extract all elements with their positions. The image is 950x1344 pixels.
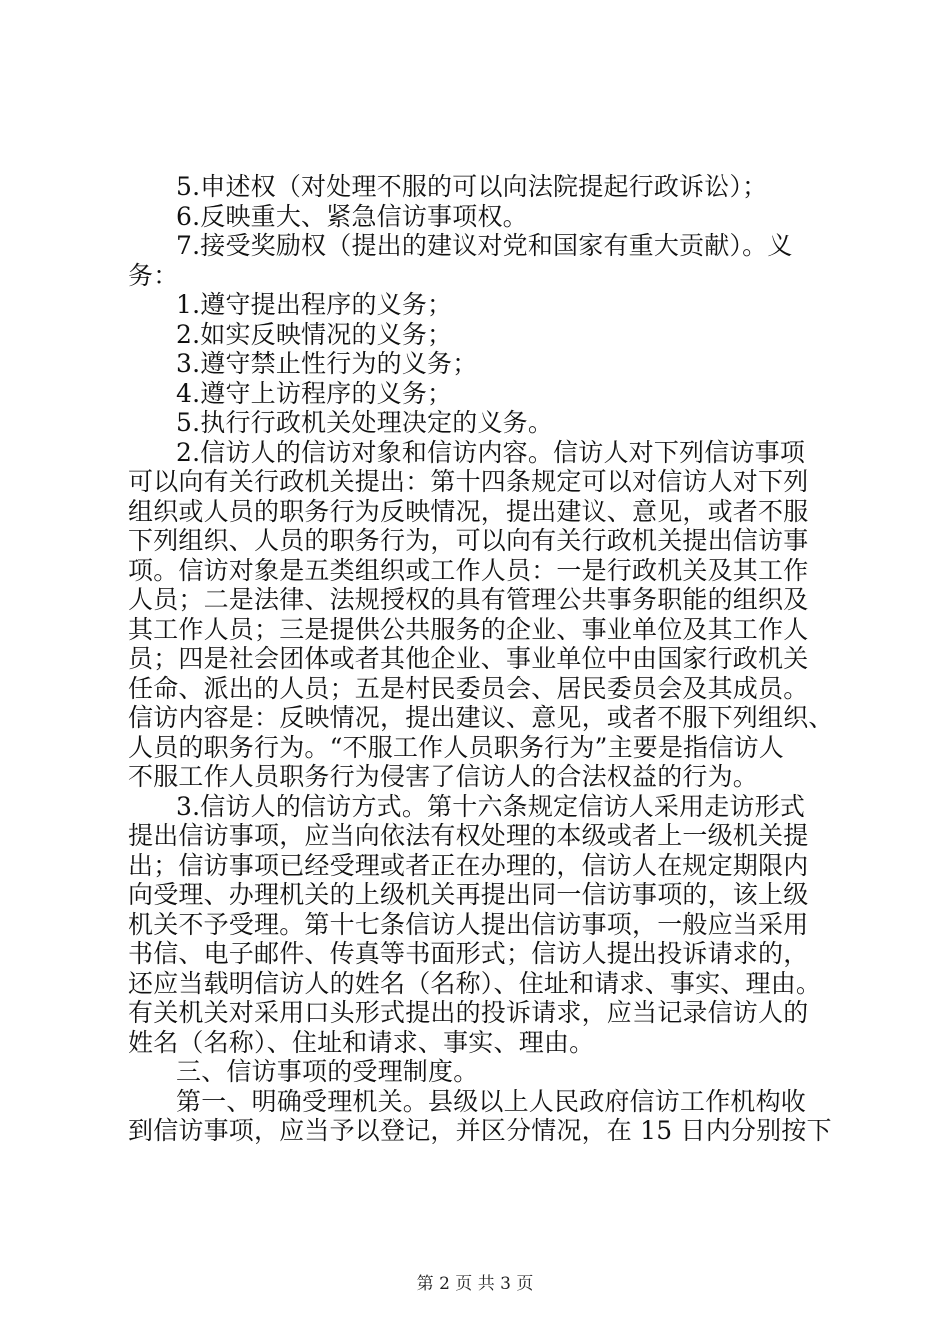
text-line: 第一、明确受理机关。县级以上人民政府信访工作机构收 <box>176 1086 807 1116</box>
page-number-footer: 第 2 页 共 3 页 <box>416 1274 534 1294</box>
text-line: 任命、派出的人员；五是村民委员会、居民委员会及其成员。 <box>128 673 809 703</box>
text-line: 不服工作人员职务行为侵害了信访人的合法权益的行为。 <box>128 762 759 791</box>
text-line: 可以向有关行政机关提出：第十四条规定可以对信访人对下列 <box>128 467 809 496</box>
text-line: 3.遵守禁止性行为的义务； <box>176 349 478 378</box>
text-line: 机关不予受理。第十七条信访人提出信访事项，一般应当采用 <box>128 909 809 939</box>
text-line: 1.遵守提出程序的义务； <box>176 290 453 319</box>
text-line: 组织或人员的职务行为反映情况，提出建议、意见，或者不服 <box>128 496 809 526</box>
text-line: 有关机关对采用口头形式提出的投诉请求，应当记录信访人的 <box>128 998 809 1027</box>
text-line: 4.遵守上访程序的义务； <box>176 378 453 408</box>
text-line: 5.申述权（对处理不服的可以向法院提起行政诉讼）； <box>176 172 768 201</box>
document-body <box>128 172 834 1146</box>
text-line: 项。信访对象是五类组织或工作人员：一是行政机关及其工作 <box>128 555 809 585</box>
text-line: 姓名（名称）、住址和请求、事实、理由。 <box>128 1027 595 1057</box>
text-line: 三、信访事项的受理制度。 <box>176 1057 479 1086</box>
text-line: 人员；二是法律、法规授权的具有管理公共事务职能的组织及 <box>128 585 809 614</box>
text-line: 还应当载明信访人的姓名（名称）、住址和请求、事实、理由。 <box>128 968 822 998</box>
text-line: 到信访事项，应当予以登记，并区分情况，在 15 日内分别按下 <box>128 1116 832 1145</box>
text-line: 2.信访人的信访对象和信访内容。信访人对下列信访事项 <box>176 437 806 467</box>
text-line: 3.信访人的信访方式。第十六条规定信访人采用走访形式 <box>176 791 806 821</box>
text-line: 提出信访事项，应当向依法有权处理的本级或者上一级机关提 <box>128 821 809 850</box>
text-line: 信访内容是：反映情况，提出建议、意见，或者不服下列组织、 <box>128 703 834 732</box>
text-line: 7.接受奖励权（提出的建议对党和国家有重大贡献）。义 <box>176 231 793 260</box>
text-line: 书信、电子邮件、传真等书面形式；信访人提出投诉请求的， <box>128 939 809 968</box>
text-line: 5.执行行政机关处理决定的义务。 <box>176 408 554 437</box>
text-line: 员；四是社会团体或者其他企业、事业单位中由国家行政机关 <box>128 644 809 673</box>
text-line: 人员的职务行为。“不服工作人员职务行为”主要是指信访人 <box>128 732 784 762</box>
text-line: 务： <box>128 260 179 290</box>
text-line: 下列组织、人员的职务行为，可以向有关行政机关提出信访事 <box>128 526 809 555</box>
text-line: 其工作人员；三是提供公共服务的企业、事业单位及其工作人 <box>128 614 809 644</box>
text-line: 出；信访事项已经受理或者正在办理的，信访人在规定期限内 <box>128 850 809 880</box>
text-line: 向受理、办理机关的上级机关再提出同一信访事项的，该上级 <box>128 880 809 909</box>
text-line: 6.反映重大、紧急信访事项权。 <box>176 201 528 231</box>
text-line: 2.如实反映情况的义务； <box>176 319 453 349</box>
